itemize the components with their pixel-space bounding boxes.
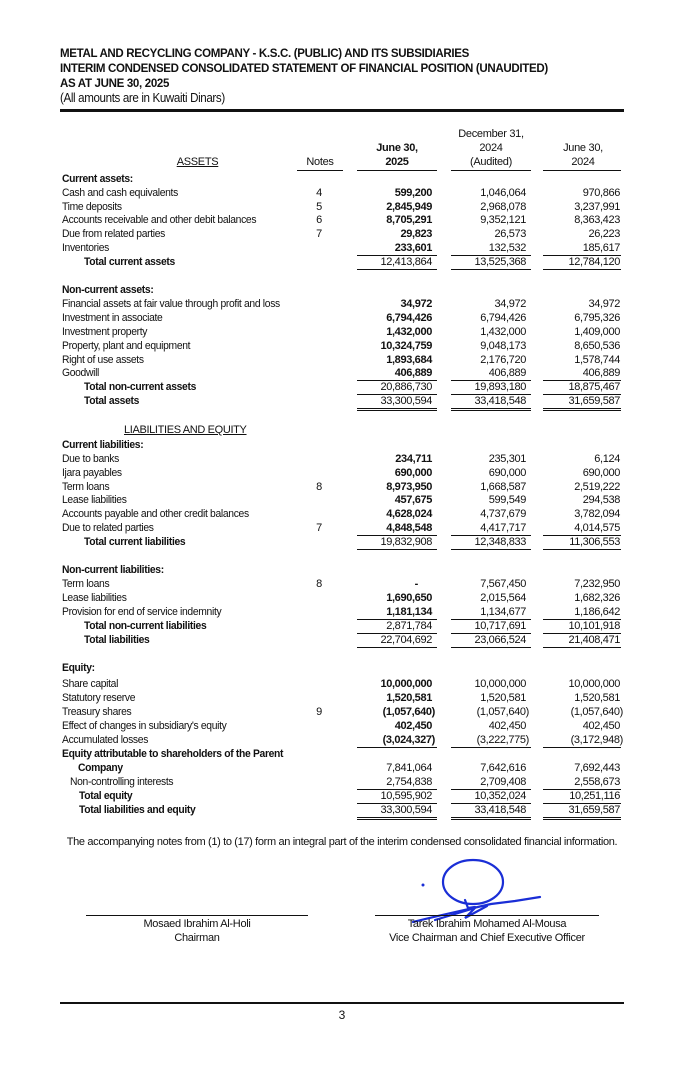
table-row: Investment in associate 6,794,426 6,794,426 6,795,326: [62, 312, 620, 324]
col1-header: June 30, 2025: [376, 142, 418, 168]
table-row: Property, plant and equipment 10,324,759 9,048,173 8,650,536: [62, 340, 620, 352]
page-number: 3: [338, 1008, 346, 1022]
table-row: Provision for end of service indemnity 1,181,134 1,134,677 1,186,642: [62, 606, 620, 618]
total-rule: [451, 549, 531, 550]
total-row: Total equity 10,595,902 10,352,024 10,251,116: [79, 790, 620, 802]
double-rule: [357, 408, 437, 411]
statement-date: AS AT JUNE 30, 2025: [60, 76, 170, 90]
section-heading: Non-current liabilities:: [62, 564, 164, 576]
total-rule: [357, 269, 437, 270]
table-row: Ijara payables 690,000 690,000 690,000: [62, 467, 620, 479]
nci-row: Non-controlling interests 2,754,838 2,709,408 2,558,673: [70, 776, 620, 788]
attributable-equity-label: Equity attributable to shareholders of the Parent: [62, 748, 284, 760]
notes-underline: [297, 170, 343, 171]
footer-rule: [60, 1002, 624, 1004]
section-heading: Non-current assets:: [62, 284, 154, 296]
signatory-chairman: Mosaed Ibrahim Al-Holi Chairman: [143, 918, 251, 944]
table-row: Share capital 10,000,000 10,000,000 10,000,000: [62, 678, 620, 690]
currency-note: (All amounts are in Kuwaiti Dinars): [60, 91, 225, 105]
total-rule: [543, 647, 621, 648]
section-heading: Current assets:: [62, 173, 133, 185]
table-row: Inventories 233,601 132,532 185,617: [62, 242, 620, 254]
grand-total-row: Total liabilities and equity 33,300,594 33,418,548 31,659,587: [79, 804, 620, 816]
table-row: Lease liabilities 457,675 599,549 294,538: [62, 494, 620, 506]
total-row: Total non-current liabilities 2,871,784 10,717,691 10,101,918: [84, 620, 620, 632]
table-row: Due to related parties 7 4,848,548 4,417,717 4,014,575: [62, 522, 620, 534]
table-row: Accounts receivable and other debit balances 6 8,705,291 9,352,121 8,363,423: [62, 214, 620, 226]
total-rule: [357, 549, 437, 550]
table-row: Due to banks 234,711 235,301 6,124: [62, 453, 620, 465]
company-name: METAL AND RECYCLING COMPANY - K.S.C. (PUBLIC) AND ITS SUBSIDIARIES: [60, 46, 469, 60]
total-rule: [543, 549, 621, 550]
total-rule: [357, 647, 437, 648]
table-row: Cash and cash equivalents 4 599,200 1,046,064 970,866: [62, 187, 620, 199]
assets-column-header: ASSETS: [176, 156, 219, 168]
total-row: Total current assets 12,413,864 13,525,368 12,784,120: [84, 256, 620, 268]
total-row: Total non-current assets 20,886,730 19,893,180 18,875,467: [84, 381, 620, 393]
section-heading: Equity:: [62, 662, 95, 674]
total-rule: [451, 647, 531, 648]
table-row: Financial assets at fair value through profit and loss 34,972 34,972 34,972: [62, 298, 620, 310]
signature-line-chairman: [86, 915, 308, 916]
double-rule: [451, 408, 531, 411]
col3-underline: [543, 170, 621, 171]
double-rule: [543, 817, 621, 820]
table-row: Treasury shares 9 (1,057,640) (1,057,640) (1,057,640): [62, 706, 623, 718]
col2-header: December 31, 2024 (Audited): [458, 128, 524, 168]
table-row: Right of use assets 1,893,684 2,176,720 1,578,744: [62, 354, 620, 366]
table-row: Statutory reserve 1,520,581 1,520,581 1,520,581: [62, 692, 620, 704]
col3-header: June 30, 2024: [563, 142, 603, 168]
table-row: Accounts payable and other credit balances 4,628,024 4,737,679 3,782,094: [62, 508, 620, 520]
total-rule: [451, 269, 531, 270]
total-rule: [543, 269, 621, 270]
table-row: Term loans 8 8,973,950 1,668,587 2,519,222: [62, 481, 620, 493]
double-rule: [543, 408, 621, 411]
footnote: The accompanying notes from (1) to (17) form an integral part of the interim condensed consolidated financial information.: [66, 836, 618, 848]
attributable-equity-row: Company 7,841,064 7,642,616 7,692,443: [78, 762, 620, 774]
notes-column-header: Notes: [306, 156, 334, 168]
table-row: Effect of changes in subsidiary's equity 402,450 402,450 402,450: [62, 720, 620, 732]
total-row: Total liabilities 22,704,692 23,066,524 21,408,471: [84, 634, 620, 646]
table-row: Due from related parties 7 29,823 26,573 26,223: [62, 228, 620, 240]
liabilities-equity-heading: LIABILITIES AND EQUITY: [124, 424, 247, 436]
statement-title: INTERIM CONDENSED CONSOLIDATED STATEMENT OF FINANCIAL POSITION (UNAUDITED): [60, 61, 548, 75]
table-row: Investment property 1,432,000 1,432,000 1,409,000: [62, 326, 620, 338]
total-row: Total current liabilities 19,832,908 12,348,833 11,306,553: [84, 536, 620, 548]
section-heading: Current liabilities:: [62, 439, 144, 451]
double-rule: [451, 817, 531, 820]
header-rule: [60, 109, 624, 112]
signatory-ceo: Tarek Ibrahim Mohamed Al-Mousa Vice Chairman and Chief Executive Officer: [389, 918, 585, 944]
table-row: Lease liabilities 1,690,650 2,015,564 1,682,326: [62, 592, 620, 604]
grand-total-row: Total assets 33,300,594 33,418,548 31,659,587: [84, 395, 620, 407]
table-row: Goodwill 406,889 406,889 406,889: [62, 367, 620, 379]
table-row: Accumulated losses (3,024,327) (3,222,775) (3,172,948): [62, 734, 623, 746]
col2-underline: [451, 170, 531, 171]
table-row: Term loans 8 - 7,567,450 7,232,950: [62, 578, 620, 590]
table-row: Time deposits 5 2,845,949 2,968,078 3,237,991: [62, 201, 620, 213]
col1-underline: [357, 170, 437, 171]
double-rule: [357, 817, 437, 820]
signature-line-ceo: [375, 915, 599, 916]
